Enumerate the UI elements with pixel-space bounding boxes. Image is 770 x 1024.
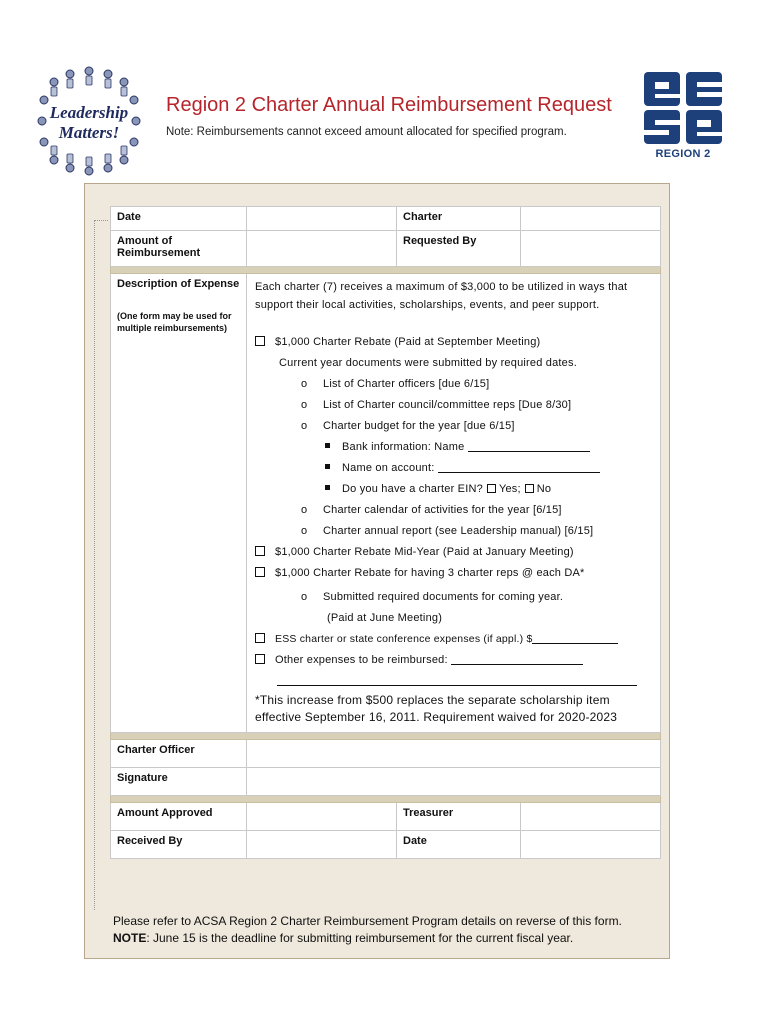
bank-info-item	[255, 437, 652, 458]
ess-item	[255, 629, 652, 650]
sub-item-2	[255, 416, 652, 437]
rebate-sept-checkbox[interactable]	[255, 336, 265, 346]
footer-line-2-text: : June 15 is the deadline for submitting reimbursement for the current fiscal year.	[146, 931, 574, 945]
name-on-account-text: Name on account:	[342, 462, 435, 474]
current-year-text: Current year documents were submitted by required dates.	[279, 357, 577, 369]
footer-note-label: NOTE	[113, 931, 147, 945]
description-label: Description of Expense	[117, 278, 240, 290]
charter-field[interactable]	[521, 207, 661, 231]
sub-item-text: List of Charter council/committee reps [Due 8/30]	[323, 399, 572, 411]
sub-item-text: Charter calendar of activities for the year [6/15]	[323, 504, 562, 516]
received-by-label: Received By	[111, 831, 247, 859]
acsa-region-logo	[642, 70, 724, 162]
charter-officer-field[interactable]	[247, 740, 661, 768]
intro-text: Each charter (7) receives a maximum of $3,000 to be utilized in ways that support their local activities, scholarships, events, and peer support.	[255, 281, 628, 311]
treasurer-label: Treasurer	[397, 803, 521, 831]
date2-label: Date	[397, 831, 521, 859]
footnote: *This increase from $500 replaces the separate scholarship item effective September 16, 2011. Requirement waived for 2020-2023	[255, 693, 618, 724]
sub-item-1	[255, 395, 652, 416]
ein-yes-label: Yes;	[498, 483, 521, 495]
square-bullet-icon	[325, 443, 330, 448]
other-line-2	[255, 671, 652, 692]
amount-approved-label: Amount Approved	[111, 803, 247, 831]
ess-amount-field[interactable]	[532, 632, 618, 644]
rebate-sept-text: $1,000 Charter Rebate (Paid at September Meeting)	[275, 336, 541, 348]
sub-item-text: Charter annual report (see Leadership manual) [6/15]	[323, 525, 594, 537]
leadership-matters-logo	[34, 66, 144, 176]
paid-june-text: (Paid at June Meeting)	[327, 612, 443, 624]
bullet-o-icon: o	[301, 420, 308, 432]
bullet-o-icon: o	[301, 525, 308, 537]
rebate-reps-text: $1,000 Charter Rebate for having 3 charter reps @ each DA*	[275, 567, 585, 579]
footer-notes	[113, 913, 622, 947]
dotted-guide	[94, 220, 108, 910]
description-note: (One form may be used for multiple reimbursements)	[117, 311, 232, 333]
rebate-sept-item	[255, 332, 652, 353]
separator-row	[111, 796, 661, 803]
other-text: Other expenses to be reimbursed:	[275, 654, 448, 666]
description-cell	[247, 274, 661, 733]
acsa-logo-text: acsa	[683, 110, 686, 111]
ein-no-checkbox[interactable]	[525, 484, 534, 493]
other-checkbox[interactable]	[255, 654, 265, 664]
bullet-o-icon: o	[301, 591, 308, 603]
other-expenses-field[interactable]	[451, 653, 583, 665]
charter-officer-label: Charter Officer	[111, 740, 247, 768]
submitted-docs-item	[255, 587, 652, 608]
name-on-account-item	[255, 458, 652, 479]
sub-item-0	[255, 374, 652, 395]
reimbursement-note: Note: Reimbursements cannot exceed amount allocated for specified program.	[166, 126, 567, 138]
amount-label: Amount of Reimbursement	[111, 231, 247, 267]
submitted-docs-text: Submitted required documents for coming year.	[323, 591, 564, 603]
rebate-reps-item	[255, 563, 652, 584]
bank-name-field[interactable]	[468, 440, 590, 452]
rebate-reps-checkbox[interactable]	[255, 567, 265, 577]
bank-info-text: Bank information: Name	[342, 441, 465, 453]
page-title: Region 2 Charter Annual Reimbursement Request	[166, 94, 612, 116]
date-field[interactable]	[247, 207, 397, 231]
square-bullet-icon	[325, 464, 330, 469]
ein-yes-checkbox[interactable]	[487, 484, 496, 493]
amount-field[interactable]	[247, 231, 397, 267]
signature-label: Signature	[111, 768, 247, 796]
signature-field[interactable]	[247, 768, 661, 796]
bullet-o-icon: o	[301, 504, 308, 516]
sub-item-3	[255, 500, 652, 521]
date2-field[interactable]	[521, 831, 661, 859]
square-bullet-icon	[325, 485, 330, 490]
rebate-mid-checkbox[interactable]	[255, 546, 265, 556]
name-on-account-field[interactable]	[438, 461, 600, 473]
requested-by-label: Requested By	[397, 231, 521, 267]
rebate-mid-item	[255, 542, 652, 563]
bullet-o-icon: o	[301, 399, 308, 411]
sub-item-text: List of Charter officers [due 6/15]	[323, 378, 490, 390]
amount-approved-field[interactable]	[247, 803, 397, 831]
footer-line-1: Please refer to ACSA Region 2 Charter Reimbursement Program details on reverse of this form.	[113, 914, 622, 928]
requested-by-field[interactable]	[521, 231, 661, 267]
treasurer-field[interactable]	[521, 803, 661, 831]
bullet-o-icon: o	[301, 378, 308, 390]
logo-word-matters: Matters!	[58, 123, 120, 142]
ein-item	[255, 479, 652, 500]
ess-text: ESS charter or state conference expenses (if appl.) $	[275, 633, 533, 645]
logo-word-leadership: Leadership	[49, 103, 129, 122]
sub-item-text: Charter budget for the year [due 6/15]	[323, 420, 515, 432]
date-label: Date	[111, 207, 247, 231]
separator-row	[111, 267, 661, 274]
charter-label: Charter	[397, 207, 521, 231]
footer-line-2	[113, 930, 622, 947]
description-label-cell	[111, 274, 247, 733]
other-expenses-field-2[interactable]	[277, 674, 637, 686]
reimbursement-form	[110, 206, 661, 859]
acsa-logo-icon	[642, 70, 724, 146]
region-label: REGION 2	[655, 148, 711, 160]
separator-row	[111, 733, 661, 740]
ein-question: Do you have a charter EIN?	[342, 483, 483, 495]
rebate-mid-text: $1,000 Charter Rebate Mid-Year (Paid at January Meeting)	[275, 546, 574, 558]
ess-checkbox[interactable]	[255, 633, 265, 643]
sub-item-4	[255, 521, 652, 542]
ein-no-label: No	[536, 483, 552, 495]
received-by-field[interactable]	[247, 831, 397, 859]
other-item	[255, 650, 652, 671]
